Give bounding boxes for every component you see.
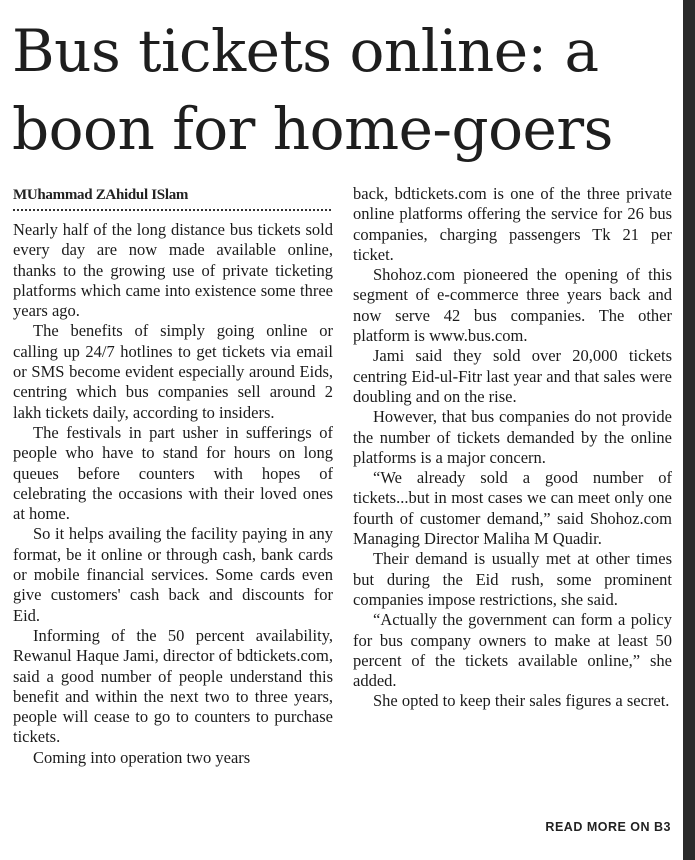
column-1 (13, 184, 333, 768)
paragraph: “Actually the government can form a policy for bus company owners to make at least 50 percent of the tickets available online,” she added. (353, 610, 672, 691)
read-more-link[interactable]: READ MORE ON B3 (545, 820, 671, 834)
paragraph: Their demand is usually met at other times but during the Eid rush, some prominent companies impose restrictions, she said. (353, 549, 672, 609)
paragraph: She opted to keep their sales figures a secret. (373, 691, 670, 711)
headline: Bus tickets online: a boon for home-goers (12, 17, 613, 163)
byline: MUhammad ZAhidul ISlam (13, 187, 189, 203)
paragraph: Shohoz.com pioneered the opening of this segment of e-commerce three years back and now serve 42 bus companies. The other platform is www.bus.com. (353, 265, 672, 346)
paragraph: Nearly half of the long distance bus tickets sold every day are now made available online, thanks to the growing use of private ticketing platforms which came into existence some three years ago. (13, 220, 333, 321)
paragraph-continued: back, bdtickets.com is one of the three private online platforms offering the service for 26 bus companies, charging passengers Tk 21 per ticket. (353, 184, 672, 264)
paragraph: Informing of the 50 percent availability, Rewanul Haque Jami, director of bdtickets.com, said a good number of people understand this benefit and within the next two to three years, people will cease to go to counters to purchase tickets. (13, 625, 333, 747)
paragraph: Coming into operation two years (33, 747, 251, 767)
paragraph: “We already sold a good number of tickets...but in most cases we can meet only one fourth of customer demand,” said Shohoz.com Managing Director Maliha M Quadir. (353, 468, 672, 549)
paragraph: The festivals in part usher in sufferings of people who have to stand for hours on long queues before counters with hopes of celebrating the occasions with their loved ones at home. (13, 422, 333, 524)
paragraph: However, that bus companies do not provide the number of tickets demanded by the online platforms is a major concern. (353, 407, 672, 467)
byline-divider (13, 209, 331, 211)
paragraph: The benefits of simply going online or calling up 24/7 hotlines to get tickets via email or SMS become evident especially around Eids, centring which bus companies sell around 2 lakh tickets daily, according to insiders. (13, 321, 333, 422)
page-edge-shadow (683, 0, 695, 860)
column-2 (353, 184, 672, 712)
paragraph: Jami said they sold over 20,000 tickets centring Eid-ul-Fitr last year and that sales were doubling and on the rise. (353, 346, 672, 406)
paragraph: So it helps availing the facility paying in any format, be it online or through cash, bank cards or mobile financial services. Some cards even give customers' cash back and discounts for Eid. (13, 524, 333, 625)
